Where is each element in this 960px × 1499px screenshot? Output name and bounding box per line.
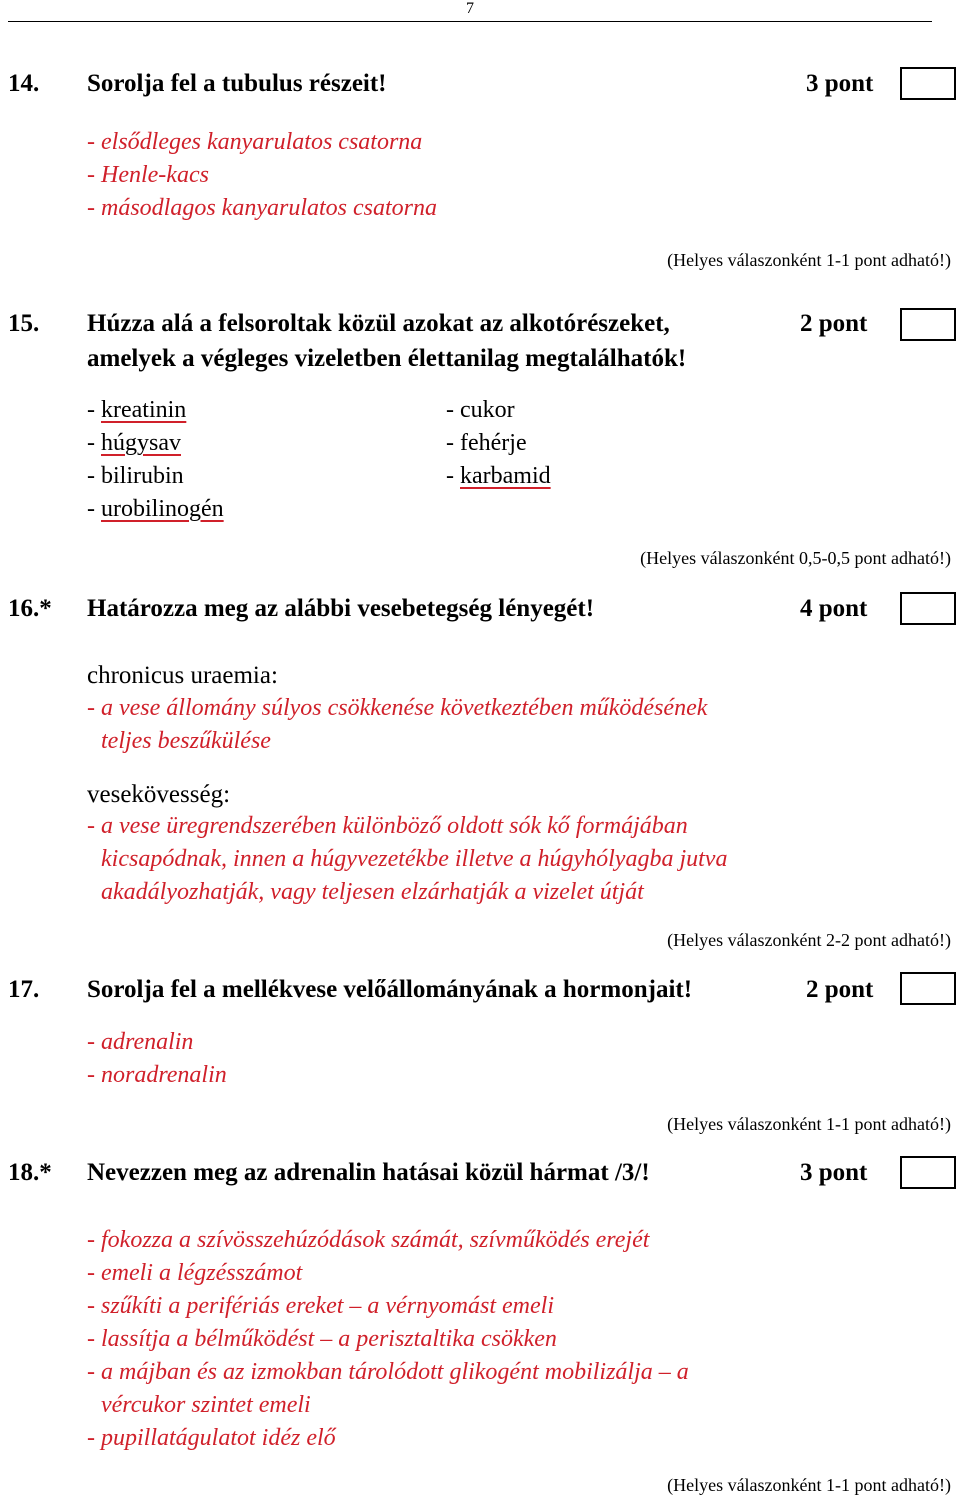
- q18-scoring-note: (Helyes válaszonként 1-1 pont adható!): [667, 1475, 951, 1495]
- q15-item-cukor: [446, 397, 515, 424]
- q16-label-vesekovesseg: vesekövesség:: [87, 781, 231, 808]
- q15-item-karbamid-label: karbamid: [460, 463, 551, 489]
- q15-item-urobilinogen: [87, 496, 224, 523]
- q18-points: 3 pont: [800, 1159, 868, 1186]
- q15-question-line-1: Húzza alá a felsoroltak közül azokat az alkotórészeket,: [87, 310, 670, 337]
- q15-item-urobilinogen-label: urobilinogén: [101, 496, 224, 522]
- q18-answer-3: - szűkíti a perifériás ereket – a vérnyomást emeli: [87, 1293, 554, 1319]
- q18-answer-2: - emeli a légzésszámot: [87, 1260, 303, 1286]
- list-dash: -: [446, 430, 460, 456]
- list-dash: -: [87, 496, 101, 522]
- q15-item-feherje-label: fehérje: [460, 430, 527, 456]
- q16-scoring-note: (Helyes válaszonként 2-2 pont adható!): [667, 930, 951, 950]
- header-rule: [8, 21, 932, 22]
- q18-answer-1: - fokozza a szívösszehúzódások számát, szívműködés erejét: [87, 1227, 650, 1253]
- q17-answer-2: - noradrenalin: [87, 1062, 227, 1088]
- q15-points: 2 pont: [800, 310, 868, 337]
- q15-item-bilirubin-label: bilirubin: [101, 463, 184, 489]
- q14-score-box[interactable]: [900, 67, 956, 100]
- q15-item-feherje: [446, 430, 527, 457]
- list-dash: -: [446, 463, 460, 489]
- q14-answer-3: - másodlagos kanyarulatos csatorna: [87, 195, 437, 221]
- q15-scoring-note: (Helyes válaszonként 0,5-0,5 pont adható!): [640, 548, 951, 568]
- q17-question: Sorolja fel a mellékvese velőállományának a hormonjait!: [87, 976, 693, 1003]
- q15-item-kreatinin: [87, 397, 186, 424]
- q18-answer-5-line-2: vércukor szintet emeli: [101, 1392, 311, 1418]
- q18-number: 18.*: [8, 1159, 52, 1186]
- q16-score-box[interactable]: [900, 592, 956, 625]
- q16-number: 16.*: [8, 595, 52, 622]
- q18-answer-6: - pupillatágulatot idéz elő: [87, 1425, 336, 1451]
- q18-answer-5-line-1: - a májban és az izmokban tárolódott glikogént mobilizálja – a: [87, 1359, 689, 1385]
- q15-item-bilirubin: [87, 463, 184, 490]
- q16-answer-1-line-2: teljes beszűkülése: [101, 728, 271, 754]
- q14-scoring-note: (Helyes válaszonként 1-1 pont adható!): [667, 250, 951, 270]
- q16-label-chronicus-uraemia: chronicus uraemia:: [87, 662, 278, 689]
- q14-points: 3 pont: [806, 70, 874, 97]
- q16-answer-2-line-2: kicsapódnak, innen a húgyvezetékbe illetve a húgyhólyagba jutva: [101, 846, 728, 872]
- q16-answer-1-line-1: - a vese állomány súlyos csökkenése következtében működésének: [87, 695, 708, 721]
- q17-points: 2 pont: [806, 976, 874, 1003]
- list-dash: -: [87, 430, 101, 456]
- q15-item-cukor-label: cukor: [460, 397, 515, 423]
- q18-question: Nevezzen meg az adrenalin hatásai közül hármat /3/!: [87, 1159, 650, 1186]
- q16-question: Határozza meg az alábbi vesebetegség lényegét!: [87, 595, 595, 622]
- q15-item-kreatinin-label: kreatinin: [101, 397, 187, 423]
- q15-item-hugysav: [87, 430, 181, 457]
- q15-item-karbamid: [446, 463, 551, 490]
- q14-number: 14.: [8, 70, 40, 97]
- list-dash: -: [446, 397, 460, 423]
- q16-answer-2-line-1: - a vese üregrendszerében különböző oldott sók kő formájában: [87, 813, 688, 839]
- q16-points: 4 pont: [800, 595, 868, 622]
- q17-score-box[interactable]: [900, 972, 956, 1005]
- page-number: 7: [466, 0, 474, 17]
- q15-item-hugysav-label: húgysav: [101, 430, 181, 456]
- q18-answer-4: - lassítja a bélműködést – a perisztaltika csökken: [87, 1326, 557, 1352]
- q15-question-line-2: amelyek a végleges vizeletben élettanilag megtalálhatók!: [87, 345, 687, 372]
- q15-number: 15.: [8, 310, 40, 337]
- q14-answer-1: - elsődleges kanyarulatos csatorna: [87, 129, 423, 155]
- q15-score-box[interactable]: [900, 308, 956, 341]
- q17-scoring-note: (Helyes válaszonként 1-1 pont adható!): [667, 1114, 951, 1134]
- q14-question: Sorolja fel a tubulus részeit!: [87, 70, 387, 97]
- q17-answer-1: - adrenalin: [87, 1029, 194, 1055]
- q18-score-box[interactable]: [900, 1156, 956, 1189]
- list-dash: -: [87, 397, 101, 423]
- list-dash: -: [87, 463, 101, 489]
- q16-answer-2-line-3: akadályozhatják, vagy teljesen elzárhatják a vizelet útját: [101, 879, 644, 905]
- q17-number: 17.: [8, 976, 40, 1003]
- q14-answer-2: - Henle-kacs: [87, 162, 209, 188]
